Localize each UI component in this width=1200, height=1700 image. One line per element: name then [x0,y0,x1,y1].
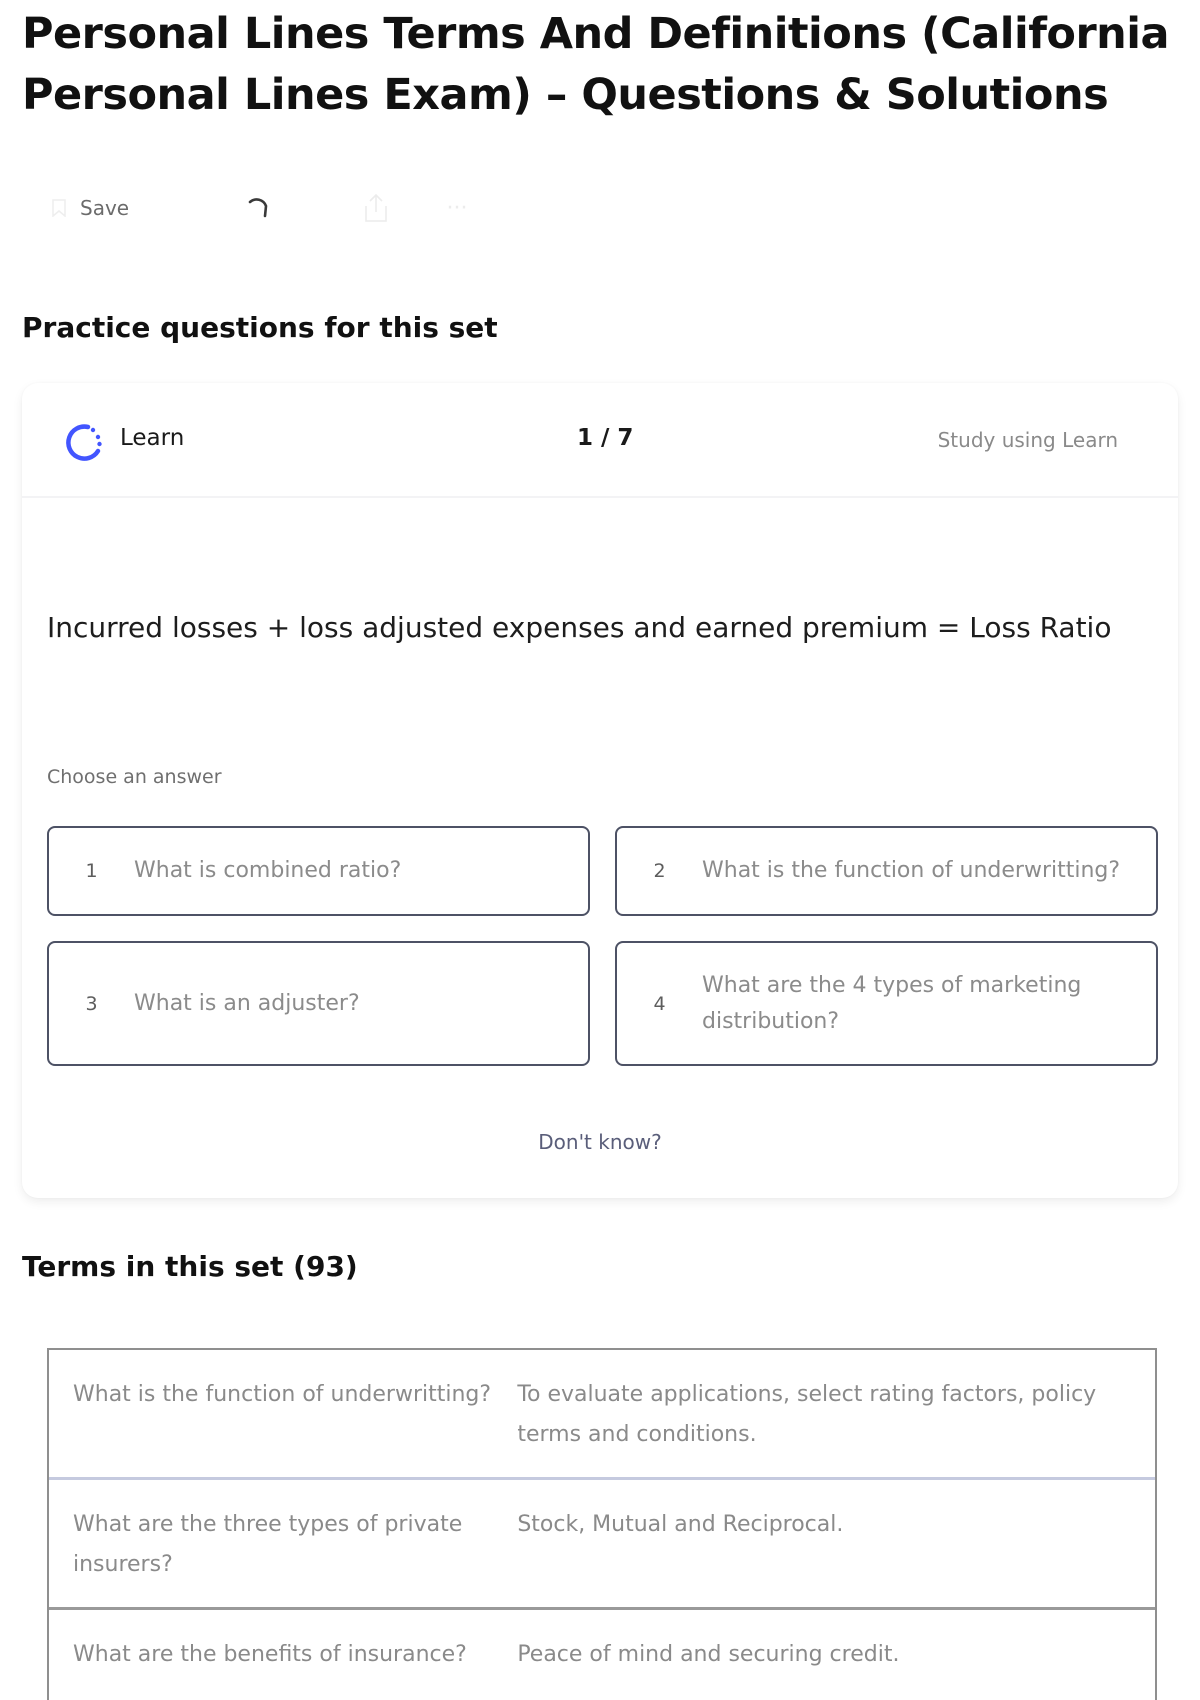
choose-answer-label: Choose an answer [47,766,222,788]
definition-text: To evaluate applications, select rating factors, policy terms and conditions. [517,1382,1097,1447]
term-row [49,1610,1155,1700]
term-text: What is the function of underwritting? [73,1382,492,1407]
choice-text: What is the function of underwritting? [702,858,1121,883]
terms-heading: Terms in this set (93) [22,1250,358,1283]
choice-number: 2 [653,860,666,882]
term-text: What are the three types of private insurers? [73,1512,463,1577]
choice-text: What is combined ratio? [134,858,402,883]
answer-choice-2[interactable] [615,826,1158,916]
dont-know-link[interactable]: Don't know? [538,1130,662,1154]
choice-number: 4 [653,992,666,1015]
study-using-learn-link[interactable]: Study using Learn [937,428,1118,452]
choice-text: What are the 4 types of marketing distribution? [702,972,1082,1034]
choice-number: 1 [85,860,98,882]
choice-text: What is an adjuster? [134,990,360,1016]
definition-text: Peace of mind and securing credit. [517,1642,900,1667]
progress-counter: 1 / 7 [577,425,634,451]
question-prompt: Incurred losses + loss adjusted expenses and earned premium = Loss Ratio [47,611,1112,644]
answer-choice-4[interactable] [615,941,1158,1066]
bookmark-icon [52,199,66,217]
page-title: Personal Lines Terms And Definitions (California Personal Lines Exam) – Questions & Solutions [22,9,1170,120]
definition-text: Stock, Mutual and Reciprocal. [517,1512,844,1537]
share-icon[interactable] [362,192,390,224]
save-button[interactable] [52,188,162,228]
answer-choice-3[interactable] [47,941,590,1066]
choice-number: 3 [85,992,98,1015]
loading-spinner-icon [242,192,274,224]
toolbar [52,188,512,228]
learn-label: Learn [120,425,185,451]
terms-table [47,1348,1157,1700]
term-text: What are the benefits of insurance? [73,1642,467,1667]
term-row [49,1350,1155,1480]
more-icon[interactable]: ··· [446,195,468,221]
learn-card [22,383,1178,1198]
learn-icon [62,421,104,463]
save-label: Save [80,196,130,220]
answer-choice-1[interactable] [47,826,590,916]
practice-heading: Practice questions for this set [22,311,498,344]
term-row [49,1480,1155,1610]
learn-card-header [22,383,1178,498]
